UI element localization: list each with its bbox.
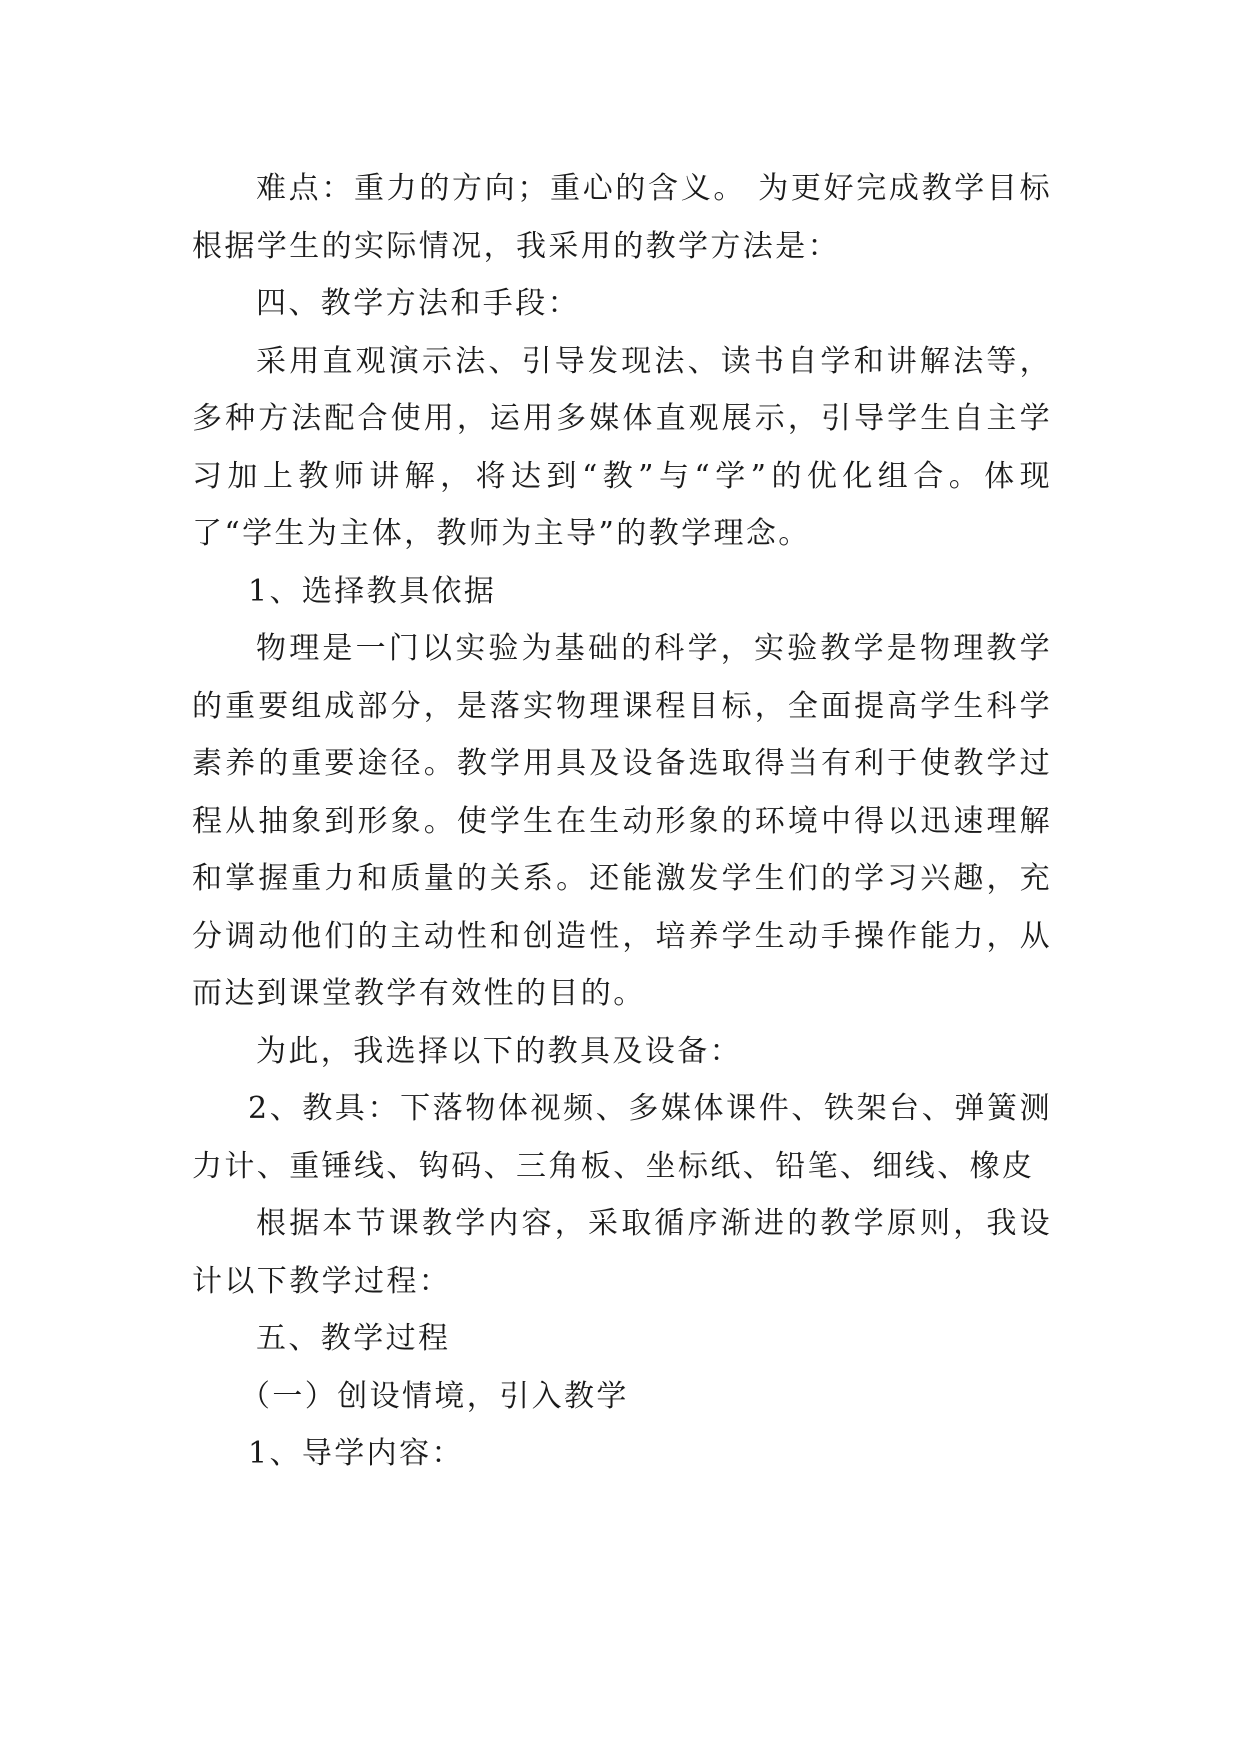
paragraph-difficulty: 难点：重力的方向；重心的含义。 为更好完成教学目标根据学生的实际情况，我采用的教学方法是： <box>192 171 1052 264</box>
heading-teaching-methods: 四、教学方法和手段： <box>256 286 580 321</box>
paragraph-physics-experiment: 物理是一门以实验为基础的科学，实验教学是物理教学的重要组成部分，是落实物理课程目标，全面提高学生科学素养的重要途径。教学用具及设备选取得当有利于使教学过程从抽象到形象。使学生在生动形象的环境中得以迅速理解和掌握重力和质量的关系。还能激发学生们的学习兴趣，充分调动他们的主动性和创造性，培养学生动手操作能力，从而达到课堂教学有效性的目的。 <box>192 631 1052 1011</box>
paragraph-selection-intro: 为此，我选择以下的教具及设备： <box>256 1033 742 1069</box>
paragraph-teaching-aids-list: 2、教具：下落物体视频、多媒体课件、铁架台、弹簧测力计、重锤线、钩码、三角板、坐标纸、铅笔、细线、橡皮 <box>192 1091 1052 1184</box>
paragraph-process-intro: 根据本节课教学内容，采取循序渐进的教学原则，我设计以下教学过程： <box>192 1206 1052 1299</box>
heading-teaching-aids-basis: 1、选择教具依据 <box>248 573 497 609</box>
heading-teaching-process: 五、教学过程 <box>256 1321 451 1356</box>
paragraph-methods: 采用直观演示法、引导发现法、读书自学和讲解法等，多种方法配合使用，运用多媒体直观展示，引导学生自主学习加上教师讲解，将达到“教”与“学”的优化组合。体现了“学生为主体，教师为主导”的教学理念。 <box>192 343 1052 551</box>
heading-guided-content: 1、导学内容： <box>248 1436 464 1471</box>
heading-create-scenario: （一）创设情境，引入教学 <box>240 1378 629 1414</box>
document-body <box>192 160 1052 1483</box>
